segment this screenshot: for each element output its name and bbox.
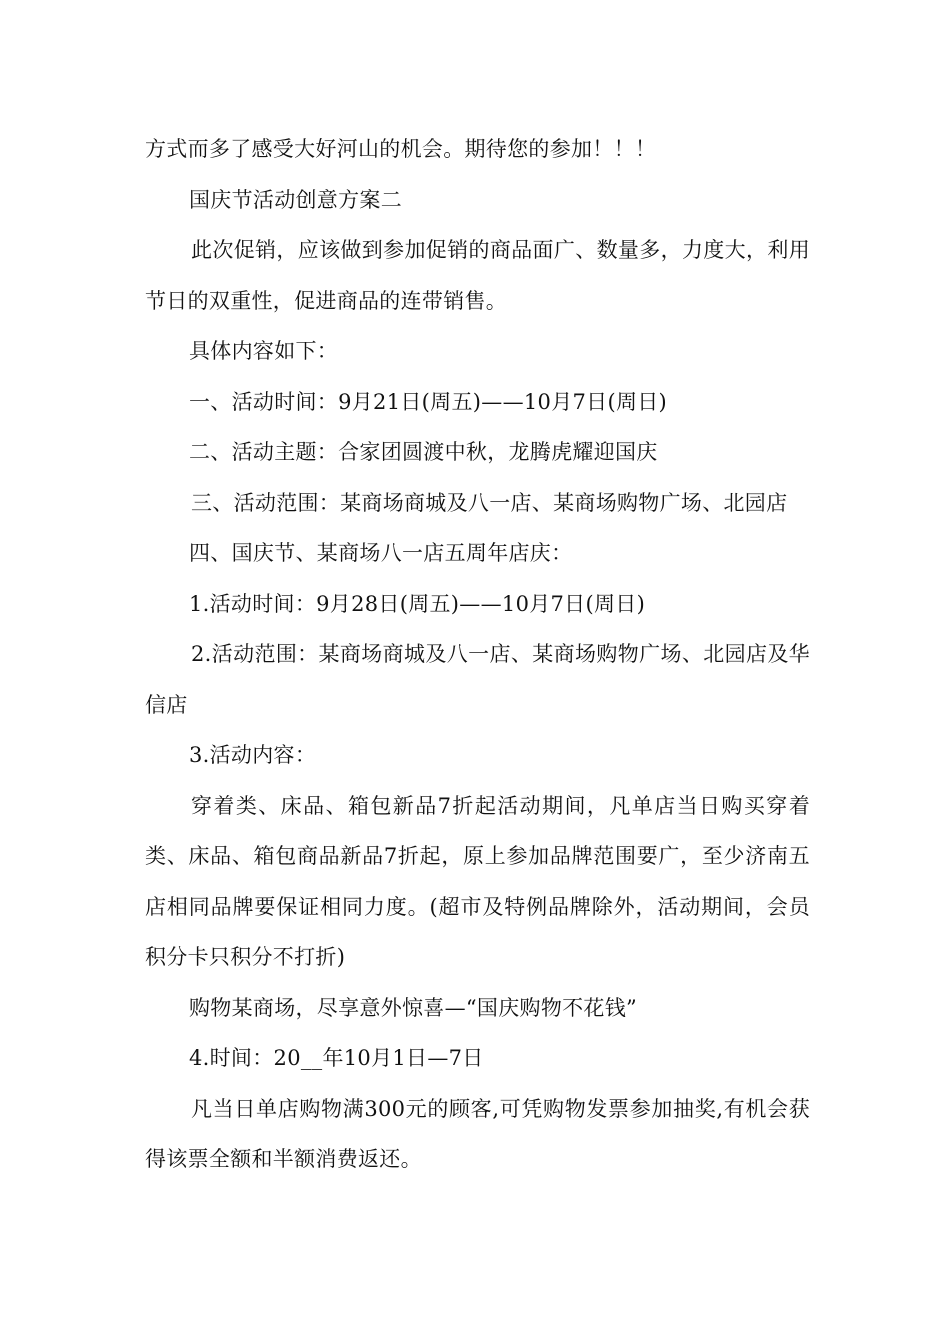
- list-item-activity-scope: 三、活动范围：某商场商城及八一店、某商场购物广场、北园店: [191, 490, 788, 515]
- list-item-activity-time: 一、活动时间：9月21日(周五)——10月7日(周日): [189, 389, 668, 414]
- paragraph-intro: 此次促销，应该做到参加促销的商品面广、数量多，力度大，利用节日的双重性，促进商品的连带销售。: [145, 238, 810, 313]
- paragraph-continuation: 方式而多了感受大好河山的机会。期待您的参加！！！: [145, 137, 657, 161]
- sub-item-scope: 2.活动范围：某商场商城及八一店、某商场购物广场、北园店及华信店: [145, 642, 810, 717]
- section-heading: 国庆节活动创意方案二: [189, 187, 402, 212]
- list-item-anniversary: 四、国庆节、某商场八一店五周年店庆：: [189, 541, 573, 565]
- document-body: [145, 124, 810, 1185]
- sub-item-content: 3.活动内容：: [189, 743, 317, 767]
- sub-item-time: 1.活动时间：9月28日(周五)——10月7日(周日): [189, 591, 646, 616]
- list-item-activity-theme: 二、活动主题：合家团圆渡中秋，龙腾虎耀迎国庆: [189, 440, 658, 464]
- sub-item-lottery-time: 4.时间：20__年10月1日—7日: [189, 1046, 484, 1070]
- paragraph-slogan: 购物某商场，尽享意外惊喜—“国庆购物不花钱”: [189, 995, 638, 1020]
- paragraph-details-lead: 具体内容如下：: [189, 339, 339, 363]
- paragraph-lottery: 凡当日单店购物满300元的顾客,可凭购物发票参加抽奖,有机会获得该票全额和半额消费返还。: [145, 1096, 810, 1171]
- paragraph-discount: 穿着类、床品、箱包新品7折起活动期间，凡单店当日购买穿着类、床品、箱包商品新品7折起，原上参加品牌范围要广，至少济南五店相同品牌要保证相同力度。(超市及特例品牌除外，活动期间，会员积分卡只积分不打折): [145, 793, 810, 969]
